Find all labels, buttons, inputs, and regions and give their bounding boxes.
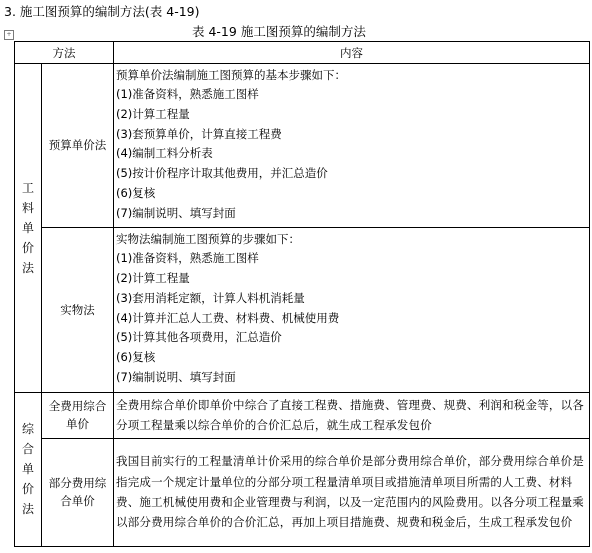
category-label: 综合单价法	[21, 422, 34, 517]
content-cell	[114, 392, 590, 438]
method-label: 预算单价法	[48, 138, 107, 153]
header-method: 方法	[15, 42, 114, 64]
step-item: (5)计算其他各项费用，汇总造价	[116, 330, 282, 345]
step-item: (1)准备资料，熟悉施工图样	[116, 87, 259, 101]
table-row	[15, 438, 590, 546]
step-item: (1)准备资料，熟悉施工图样	[116, 251, 259, 266]
table-header-row	[15, 42, 590, 64]
content-intro: 实物法编制施工图预算的步骤如下：	[116, 232, 300, 247]
step-item: (7)编制说明、填写封面	[116, 205, 236, 220]
step-item: (2)计算工程量	[116, 271, 190, 286]
step-item: (6)复核	[116, 350, 156, 365]
method-label: 实物法	[60, 302, 95, 317]
step-item: (4)编制工料分析表	[116, 146, 213, 161]
category-label: 工料单价法	[21, 180, 34, 275]
content-cell	[114, 438, 590, 546]
step-item: (3)套预算单价，计算直接工程费	[116, 126, 282, 141]
table-anchor-icon[interactable]: +	[4, 30, 14, 40]
method-cell	[42, 227, 114, 392]
step-item: (6)复核	[116, 185, 156, 200]
category-cell	[15, 64, 42, 393]
header-content: 内容	[114, 42, 590, 64]
section-heading: 3. 施工图预算的编制方法(表 4-19)	[4, 4, 200, 19]
content-cell	[114, 64, 590, 228]
table-caption: 表 4-19 施工图预算的编制方法	[192, 24, 366, 39]
step-item: (4)计算并汇总人工费、材料费、机械使用费	[116, 310, 340, 325]
content-cell	[114, 227, 590, 392]
method-cell	[42, 438, 114, 546]
method-cell	[42, 392, 114, 438]
content-paragraph: 我国目前实行的工程量清单计价采用的综合单价是部分费用综合单价，部分费用综合单价是指完成一个规定计量单位的分部分项工程量清单项目或措施清单项目所需的人工费、材料费、施工机械使用费和企业管理费与利润，以及一定范围内的风险费用。以各分项工程量乘以部分费用综合单价的合价汇总，再加上项目措施费、规费和税金后，生成工程承发包价	[116, 454, 584, 530]
method-label: 部分费用综合单价	[48, 476, 107, 509]
step-item: (2)计算工程量	[116, 106, 190, 121]
method-table	[14, 41, 590, 547]
table-row	[15, 64, 590, 228]
step-item: (5)按计价程序计取其他费用，并汇总造价	[116, 166, 328, 181]
step-item: (7)编制说明、填写封面	[116, 370, 236, 385]
table-row	[15, 392, 590, 438]
step-item: (3)套用消耗定额，计算人料机消耗量	[116, 290, 305, 305]
category-cell	[15, 392, 42, 546]
content-intro: 预算单价法编制施工图预算的基本步骤如下：	[116, 68, 346, 82]
table-row	[15, 227, 590, 392]
content-paragraph: 全费用综合单价即单价中综合了直接工程费、措施费、管理费、规费、利润和税金等，以各分项工程量乘以综合单价的合价汇总后，就生成工程承发包价	[116, 397, 584, 433]
method-label: 全费用综合单价	[48, 399, 107, 432]
method-cell	[42, 64, 114, 228]
